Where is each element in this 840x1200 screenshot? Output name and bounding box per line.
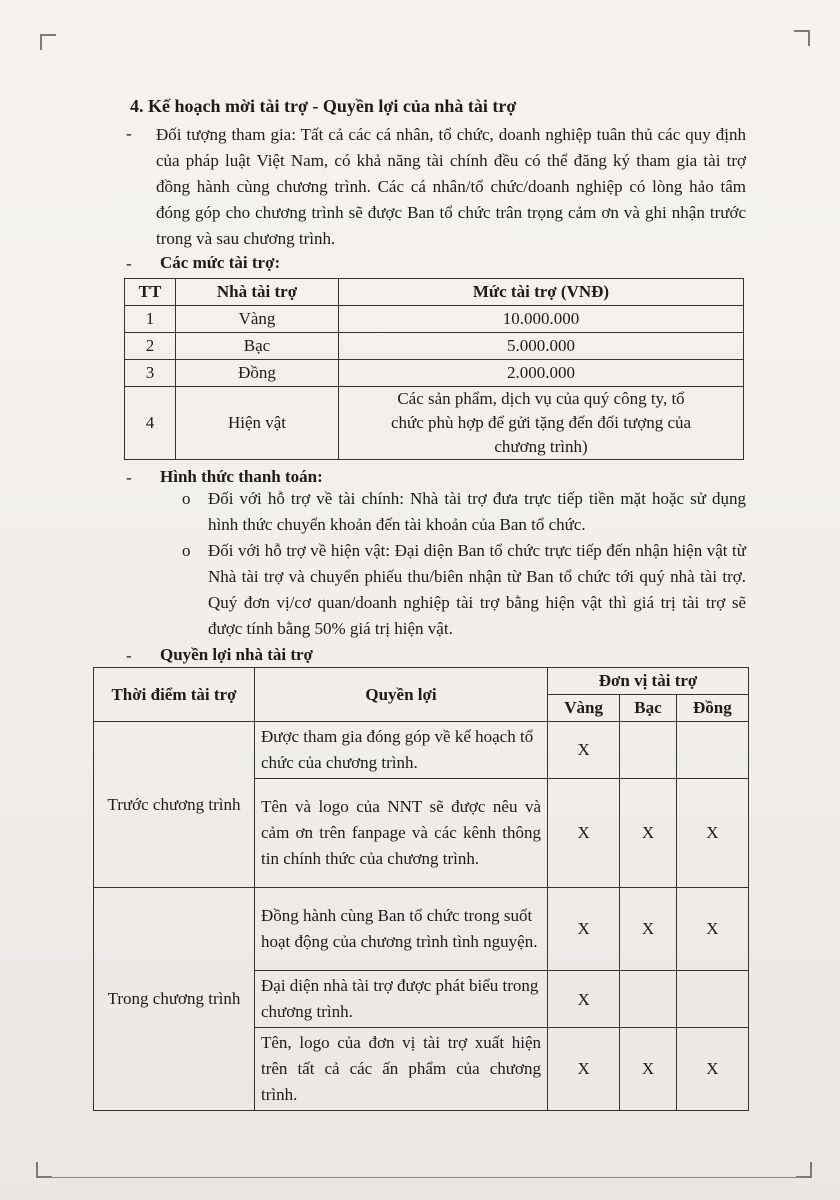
section-heading: 4. Kế hoạch mời tài trợ - Quyền lợi của nhà tài trợ <box>130 96 517 116</box>
table-cell: Hiện vật <box>176 387 339 460</box>
payment-item-finance: Đối với hỗ trợ về tài chính: Nhà tài trợ đưa trực tiếp tiền mặt hoặc sử dụng hình thức chuyển khoản đến tài khoản của Ban tổ chức. <box>208 489 746 534</box>
benefit-cell: Tên và logo của NNT sẽ được nêu và cảm ơn trên fanpage và các kênh thông tin chính thức của chương trình. <box>255 779 548 888</box>
circle-bullet: o <box>182 489 191 508</box>
mark-cell: X <box>676 888 748 971</box>
benefits-heading: Quyền lợi nhà tài trợ <box>160 645 313 664</box>
payment-item-inkind: Đối với hỗ trợ về hiện vật: Đại diện Ban tổ chức trực tiếp đến nhận hiện vật từ Nhà tài trợ và chuyển phiếu thu/biên nhận từ Ban tổ chức tới quý nhà tài trợ. Quý đơn vị/cơ quan/doanh nghiệp tài trợ bằng hiện vật thì giá trị tài trợ sẽ được tính bằng 50% giá trị hiện vật. <box>208 541 746 638</box>
table-row <box>94 722 749 779</box>
benefit-cell: Đồng hành cùng Ban tổ chức trong suốt hoạt động của chương trình tình nguyện. <box>255 888 548 971</box>
table-cell: 2.000.000 <box>339 360 744 387</box>
table-cell: 1 <box>125 306 176 333</box>
benefit-cell: Tên, logo của đơn vị tài trợ xuất hiện trên tất cả các ấn phẩm của chương trình. <box>255 1028 548 1111</box>
column-header: Đơn vị tài trợ <box>548 668 749 695</box>
corner-mark <box>794 30 810 46</box>
column-header: Bạc <box>620 695 676 722</box>
column-header: TT <box>125 279 176 306</box>
table-row <box>125 333 744 360</box>
time-cell: Trước chương trình <box>94 722 255 888</box>
column-header: Đồng <box>676 695 748 722</box>
mark-cell: X <box>620 779 676 888</box>
column-header: Vàng <box>548 695 620 722</box>
table-row <box>125 360 744 387</box>
dash-bullet: - <box>126 646 132 665</box>
benefit-cell: Đại diện nhà tài trợ được phát biểu trong chương trình. <box>255 971 548 1028</box>
mark-cell: X <box>548 722 620 779</box>
column-header: Quyền lợi <box>255 668 548 722</box>
corner-mark <box>36 1162 52 1178</box>
table-cell: 4 <box>125 387 176 460</box>
payment-heading: Hình thức thanh toán: <box>160 467 323 486</box>
mark-cell <box>676 971 748 1028</box>
mark-cell: X <box>548 779 620 888</box>
corner-mark <box>796 1162 812 1178</box>
corner-mark <box>40 34 56 50</box>
dash-bullet: - <box>126 254 132 273</box>
mark-cell: X <box>676 779 748 888</box>
dash-bullet: - <box>126 468 132 487</box>
table-cell: 3 <box>125 360 176 387</box>
table-row <box>125 387 744 460</box>
sponsor-benefits-table <box>93 667 749 1111</box>
table-cell: 10.000.000 <box>339 306 744 333</box>
table-header-row <box>125 279 744 306</box>
column-header: Thời điểm tài trợ <box>94 668 255 722</box>
table-cell: 2 <box>125 333 176 360</box>
participants-paragraph: Đối tượng tham gia: Tất cả các cá nhân, tổ chức, doanh nghiệp tuân thủ các quy định của pháp luật Việt Nam, có khả năng tài chính đều có thể đăng ký tham gia tài trợ đồng hành cùng chương trình. Các cá nhân/tổ chức/doanh nghiệp có lòng hảo tâm đóng góp cho chương trình sẽ được Ban tổ chức trân trọng cảm ơn và ghi nhận trước trong và sau chương trình. <box>156 125 746 248</box>
table-cell: Đồng <box>176 360 339 387</box>
column-header: Mức tài trợ (VNĐ) <box>339 279 744 306</box>
mark-cell: X <box>548 888 620 971</box>
mark-cell <box>620 971 676 1028</box>
table-cell: Bạc <box>176 333 339 360</box>
mark-cell <box>676 722 748 779</box>
mark-cell: X <box>620 888 676 971</box>
bottom-border <box>50 1177 800 1178</box>
mark-cell: X <box>548 971 620 1028</box>
circle-bullet: o <box>182 541 191 560</box>
table-cell: Vàng <box>176 306 339 333</box>
column-header: Nhà tài trợ <box>176 279 339 306</box>
dash-bullet: - <box>126 124 132 143</box>
table-row <box>125 306 744 333</box>
sponsorship-levels-table <box>124 278 744 460</box>
table-row <box>94 888 749 971</box>
mark-cell <box>620 722 676 779</box>
table-cell: 5.000.000 <box>339 333 744 360</box>
table-header-row <box>94 668 749 695</box>
levels-heading: Các mức tài trợ: <box>160 253 281 272</box>
mark-cell: X <box>548 1028 620 1111</box>
benefit-cell: Được tham gia đóng góp về kế hoạch tổ chức của chương trình. <box>255 722 548 779</box>
time-cell: Trong chương trình <box>94 888 255 1111</box>
mark-cell: X <box>620 1028 676 1111</box>
table-cell: Các sản phẩm, dịch vụ của quý công ty, tổ chức phù hợp để gửi tặng đến đối tượng của chương trình) <box>339 387 744 460</box>
mark-cell: X <box>676 1028 748 1111</box>
